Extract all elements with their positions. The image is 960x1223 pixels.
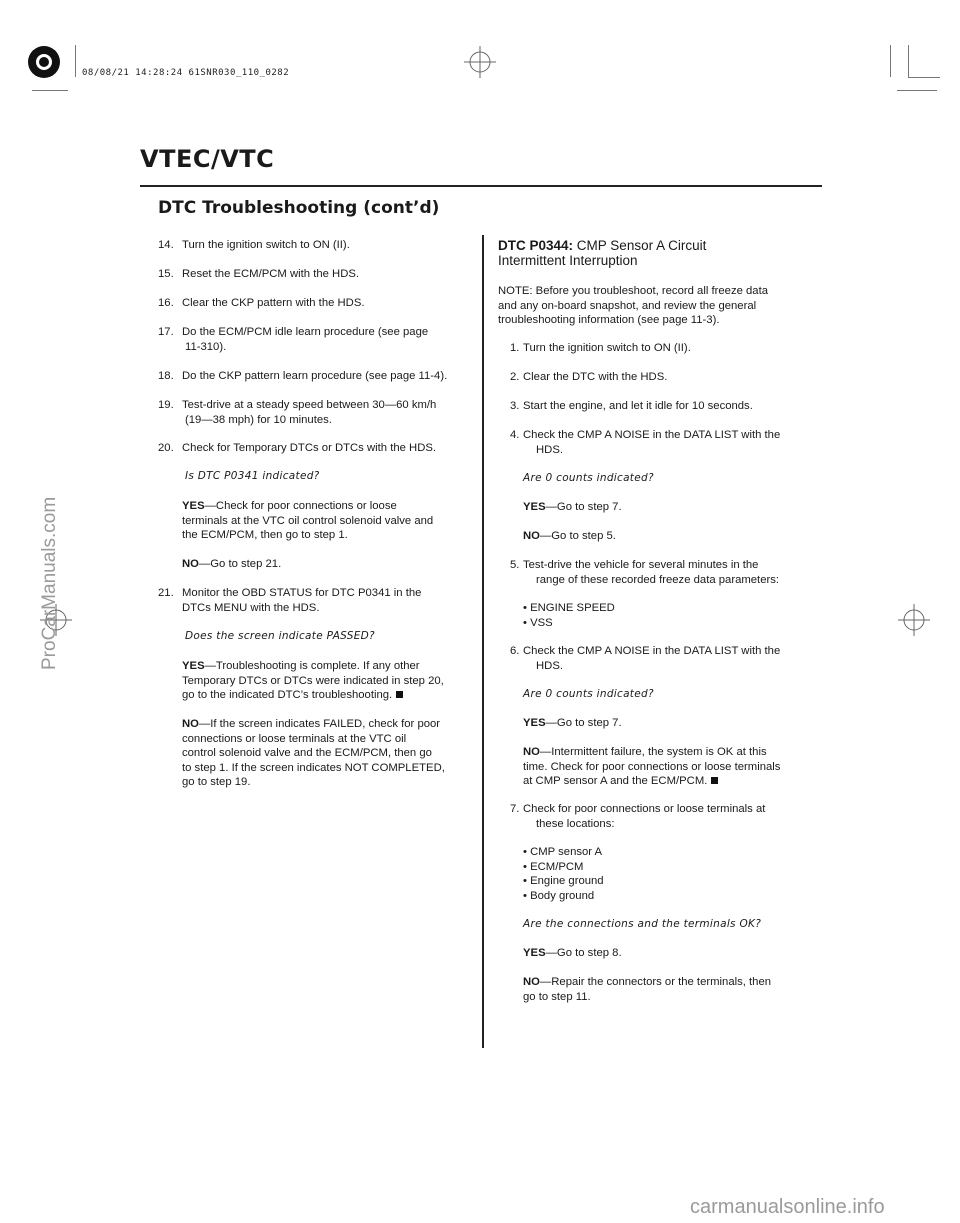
step-number: 2.	[510, 371, 520, 383]
no-text: —Go to step 21.	[198, 558, 282, 570]
step-text: Test-drive the vehicle for several minutes in the	[523, 559, 759, 571]
yes-text: —Go to step 8.	[545, 947, 622, 959]
step-text: Clear the CKP pattern with the HDS.	[182, 297, 365, 309]
no-text: connections or loose terminals at the VTC oil	[182, 732, 407, 745]
note-text: and any on-board snapshot, and review the general	[498, 299, 757, 312]
no-text: —Repair the connectors or the terminals, then	[539, 976, 772, 988]
step-number: 3.	[510, 400, 520, 412]
step-text: Check for poor connections or loose terminals at	[523, 803, 766, 815]
bullet-item: • Engine ground	[523, 875, 604, 887]
dtc-title: Intermittent Interruption	[498, 253, 638, 268]
step-text: Do the CKP pattern learn procedure (see page 11-4).	[182, 370, 448, 382]
step-text: Turn the ignition switch to ON (II).	[523, 342, 691, 354]
yes-branch	[523, 946, 622, 961]
yes-label: YES	[523, 947, 546, 959]
no-branch	[182, 557, 281, 572]
step-number: 17.	[158, 326, 174, 338]
crop-line	[897, 90, 937, 91]
step-number: 19.	[158, 399, 174, 411]
crop-line	[32, 90, 68, 91]
no-label: NO	[182, 718, 199, 730]
watermark-side: ProCarManuals.com	[39, 496, 60, 670]
yes-label: YES	[523, 501, 546, 513]
end-mark-icon	[711, 777, 718, 784]
step-text: (19—38 mph) for 10 minutes.	[185, 413, 332, 426]
step-number: 18.	[158, 370, 174, 382]
step-number: 14.	[158, 239, 174, 251]
step-question: Are the connections and the terminals OK?	[523, 918, 762, 930]
left-column	[158, 238, 473, 798]
no-text: go to step 11.	[523, 990, 591, 1003]
note	[498, 284, 768, 328]
step-text: DTCs MENU with the HDS.	[182, 601, 320, 614]
no-text: control solenoid valve and the ECM/PCM, then go	[182, 747, 432, 759]
no-branch	[182, 717, 445, 790]
end-mark-icon	[396, 691, 403, 698]
registration-crosshair-right	[898, 604, 930, 636]
step-number: 21.	[158, 587, 174, 599]
section-title: DTC Troubleshooting (cont’d)	[158, 198, 440, 218]
yes-branch	[182, 659, 444, 703]
yes-text: Temporary DTCs or DTCs were indicated in step 20,	[182, 674, 444, 687]
step-text: Reset the ECM/PCM with the HDS.	[182, 268, 360, 280]
step-number: 16.	[158, 297, 174, 309]
column-divider	[482, 235, 484, 1048]
step-number: 20.	[158, 442, 174, 454]
note-text: NOTE: Before you troubleshoot, record all freeze data	[498, 285, 769, 297]
yes-text: —Go to step 7.	[545, 501, 622, 513]
bullet-item: • Body ground	[523, 889, 595, 902]
step-text: Check the CMP A NOISE in the DATA LIST with the	[523, 645, 781, 657]
step-text: Monitor the OBD STATUS for DTC P0341 in the	[182, 587, 422, 599]
yes-text: —Check for poor connections or loose	[204, 500, 397, 512]
no-label: NO	[523, 530, 540, 542]
print-stamp: 08/08/21 14:28:24 61SNR030_110_0282	[82, 68, 290, 78]
crop-line	[908, 45, 909, 77]
step-text: Do the ECM/PCM idle learn procedure (see page	[182, 326, 429, 338]
step-number: 5.	[510, 559, 520, 571]
bullet-item: • CMP sensor A	[523, 846, 603, 858]
step-question: Are 0 counts indicated?	[523, 688, 654, 700]
step-text: 11-310).	[185, 340, 227, 353]
yes-text: the ECM/PCM, then go to step 1.	[182, 529, 348, 541]
bullet-item: • ENGINE SPEED	[523, 602, 615, 614]
step-text: Turn the ignition switch to ON (II).	[182, 239, 350, 251]
yes-label: YES	[523, 717, 546, 729]
watermark-bottom: carmanualsonline.info	[690, 1196, 885, 1218]
yes-branch	[182, 499, 433, 543]
bullet-item: • VSS	[523, 616, 553, 629]
step-text: Check for Temporary DTCs or DTCs with the HDS.	[182, 442, 437, 454]
no-text: to step 1. If the screen indicates NOT COMPLETED,	[182, 761, 445, 774]
crop-line	[908, 77, 940, 78]
step-text: HDS.	[536, 659, 563, 672]
no-branch	[523, 745, 780, 789]
step-text: these locations:	[536, 817, 615, 830]
no-text: time. Check for poor connections or loose terminals	[523, 760, 781, 773]
step-text: Test-drive at a steady speed between 30—60 km/h	[182, 399, 437, 411]
yes-text: —Go to step 7.	[545, 717, 622, 729]
dtc-heading	[498, 238, 828, 268]
step-question: Are 0 counts indicated?	[523, 472, 654, 484]
step-text: Clear the DTC with the HDS.	[523, 371, 668, 383]
step-number: 7.	[510, 803, 520, 815]
step-text: range of these recorded freeze data parameters:	[536, 573, 780, 586]
yes-branch	[523, 500, 622, 515]
yes-text: —Troubleshooting is complete. If any other	[204, 660, 420, 672]
step-text: Check the CMP A NOISE in the DATA LIST with the	[523, 429, 781, 441]
registration-mark-top-left	[26, 44, 62, 80]
crop-line	[890, 45, 891, 77]
note-text: troubleshooting information (see page 11-3).	[498, 314, 720, 326]
header-rule	[140, 185, 822, 187]
no-text: —Intermittent failure, the system is OK at this	[539, 746, 767, 758]
page-title: VTEC/VTC	[140, 145, 275, 173]
yes-branch	[523, 716, 622, 731]
no-text: —If the screen indicates FAILED, check for poor	[198, 718, 441, 730]
step-text: Start the engine, and let it idle for 10 seconds.	[523, 400, 753, 412]
step-number: 15.	[158, 268, 174, 280]
dtc-title: CMP Sensor A Circuit	[576, 238, 707, 253]
yes-text: terminals at the VTC oil control solenoid valve and	[182, 514, 434, 527]
no-text: go to step 19.	[182, 776, 251, 788]
dtc-code: DTC P0344:	[498, 238, 574, 253]
registration-crosshair-top	[464, 46, 496, 78]
no-branch	[523, 529, 616, 544]
right-column	[498, 284, 828, 1014]
no-branch	[523, 975, 771, 1004]
step-number: 6.	[510, 645, 520, 657]
yes-text: go to the indicated DTC’s troubleshooting.	[182, 689, 393, 701]
bullet-item: • ECM/PCM	[523, 860, 584, 873]
no-text: at CMP sensor A and the ECM/PCM.	[523, 775, 708, 787]
step-number: 1.	[510, 342, 520, 354]
no-label: NO	[523, 746, 540, 758]
no-text: —Go to step 5.	[539, 530, 616, 542]
no-label: NO	[182, 558, 199, 570]
crop-line	[75, 45, 76, 77]
yes-label: YES	[182, 500, 205, 512]
step-text: HDS.	[536, 443, 563, 456]
step-question: Does the screen indicate PASSED?	[185, 630, 375, 642]
no-label: NO	[523, 976, 540, 988]
step-question: Is DTC P0341 indicated?	[185, 470, 320, 482]
yes-label: YES	[182, 660, 205, 672]
step-number: 4.	[510, 429, 520, 441]
